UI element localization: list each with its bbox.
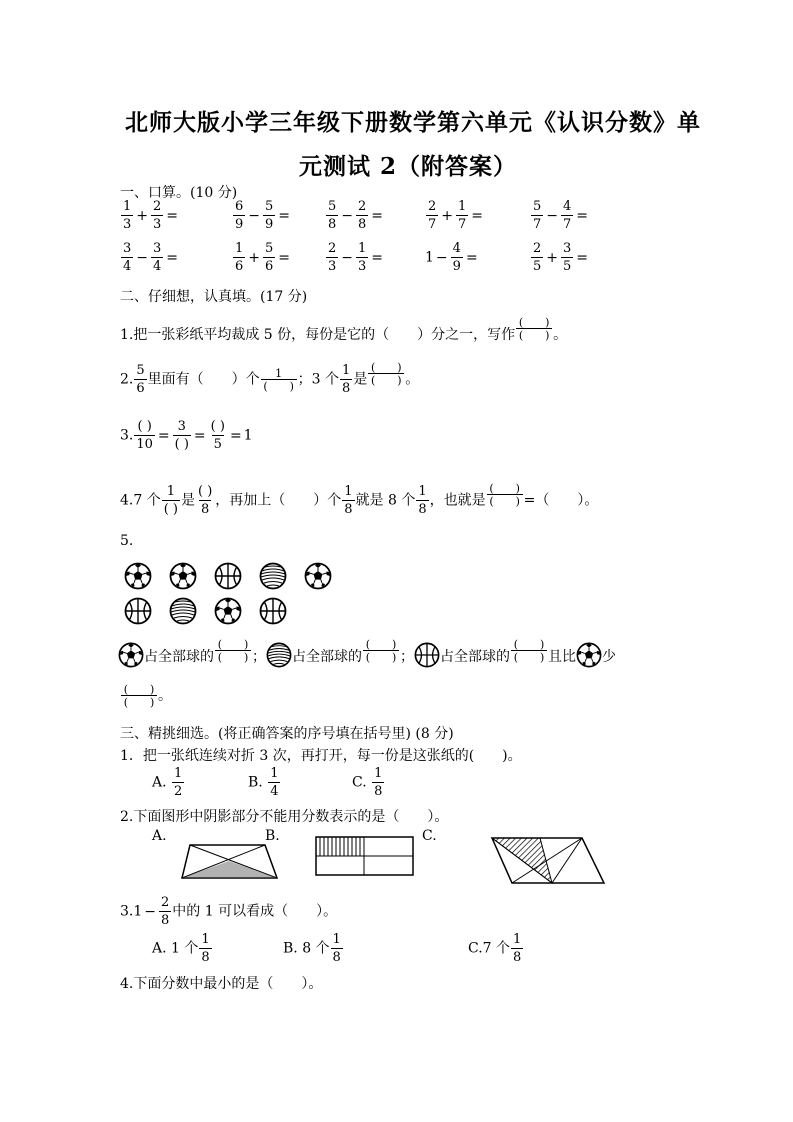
math-problem: $\frac{6}{9}$ − $\frac{5}{9}$ = bbox=[235, 199, 291, 232]
s2-q5-line2: $\frac{( )}{( )}$ 。 bbox=[120, 684, 172, 708]
s2-q4-blank2[interactable]: ( ) bbox=[198, 484, 213, 499]
s3-q1-text: 1．把一张纸连续对折 3 次，再打开，每一份是这张纸的( )。 bbox=[120, 748, 522, 764]
s2-q5-blank2n[interactable]: ( ) bbox=[365, 638, 397, 651]
s2-q2-t3: 是 bbox=[353, 371, 368, 388]
s3-q1-opt-b[interactable]: B. $\frac{1}{4}$ bbox=[248, 766, 279, 799]
s2-q1-den-blank[interactable]: ( ) bbox=[516, 328, 552, 341]
s2-q2-den-blank[interactable]: ( ) bbox=[261, 379, 297, 392]
s2-q3-blank1[interactable]: ( ) bbox=[137, 419, 152, 434]
s2-q2-frac: $\frac{5}{6}$ bbox=[136, 363, 145, 396]
s2-q2-num-blank2[interactable]: ( ) bbox=[370, 360, 402, 374]
volleyball-icon bbox=[259, 562, 287, 594]
basketball-icon bbox=[259, 597, 287, 629]
s3-q1-opt-a[interactable]: A. $\frac{1}{2}$ bbox=[152, 766, 183, 799]
s2-q5-blank3d[interactable]: ( ) bbox=[511, 650, 547, 663]
basketball-icon bbox=[124, 597, 152, 629]
page-title-line2: 元测试 2（附答案） bbox=[299, 153, 518, 180]
math-problem: $\frac{5}{8}$ − $\frac{2}{8}$ = bbox=[328, 199, 384, 232]
s2-q5-blank1n[interactable]: ( ) bbox=[217, 638, 249, 651]
s2-q2-one: 1 bbox=[275, 366, 283, 380]
s2-q3: 3. $\frac{( )}{10}$ = $\frac{3}{( )}$ = $\frac{( )}{5}$ = 1 bbox=[120, 419, 253, 452]
math-problem: $\frac{2}{3}$ − $\frac{1}{3}$ = bbox=[328, 241, 384, 274]
s3-q3-opt-c[interactable]: C.7 个 $\frac{1}{8}$ bbox=[468, 932, 522, 965]
s2-q4-blank4[interactable]: ( ) bbox=[487, 494, 523, 507]
s2-q3-blank3[interactable]: ( ) bbox=[210, 419, 225, 434]
soccer-ball-icon bbox=[214, 597, 242, 629]
volleyball-icon bbox=[169, 597, 197, 629]
s2-q5-num: 5. bbox=[120, 533, 134, 549]
s2-q1-tail: 。 bbox=[553, 327, 568, 343]
s2-q2-t1: 里面有（ ）个 bbox=[147, 371, 260, 388]
volleyball-icon bbox=[266, 642, 292, 672]
soccer-ball-icon bbox=[169, 562, 197, 594]
figure-c-parallelogram bbox=[490, 835, 608, 887]
s3-q2-label-c[interactable]: C. bbox=[422, 828, 437, 844]
soccer-ball-icon bbox=[304, 562, 332, 594]
s2-q1 bbox=[120, 316, 568, 344]
s2-q5-blank4n[interactable]: ( ) bbox=[123, 683, 155, 696]
s3-q1-opt-c[interactable]: C. $\frac{1}{8}$ bbox=[352, 766, 383, 799]
s3-q4-text: 4.下面分数中最小的是（ ）。 bbox=[120, 976, 323, 992]
s2-q2-t2: ；3 个 bbox=[297, 371, 339, 388]
math-problem: $\frac{3}{4}$ − $\frac{3}{4}$ = bbox=[123, 241, 179, 274]
figure-a-trapezoid bbox=[180, 842, 280, 882]
s3-q3: 3.1 − $\frac{2}{8}$ 中的 1 可以看成（ ）。 bbox=[120, 895, 338, 928]
figure-b-rectangle bbox=[315, 835, 415, 879]
basketball-icon bbox=[214, 562, 242, 594]
s2-q2-den-blank2[interactable]: ( ) bbox=[368, 373, 404, 386]
s2-q3-blank2[interactable]: ( ) bbox=[174, 437, 189, 452]
s3-q2-label-b[interactable]: B. bbox=[265, 828, 280, 844]
soccer-ball-icon bbox=[576, 642, 602, 672]
s3-q3-opt-b[interactable]: B. 8 个 $\frac{1}{8}$ bbox=[283, 932, 341, 965]
section2-heading: 二、仔细想，认真填。(17 分) bbox=[120, 289, 308, 305]
s2-q5-line: 占全部球的 $\frac{( )}{( )}$ ； 占全部球的 $\frac{( )}{( )}$ ； 占全部球的 $\frac{( )}{( )}$ 且比 少 bbox=[118, 642, 616, 672]
math-problem: $\frac{2}{7}$ + $\frac{1}{7}$ = bbox=[428, 199, 484, 232]
s2-q5-blank1d[interactable]: ( ) bbox=[215, 650, 251, 663]
page-title-line1: 北师大版小学三年级下册数学第六单元《认识分数》单 bbox=[125, 109, 701, 136]
math-problem: $\frac{1}{6}$ + $\frac{5}{6}$ = bbox=[235, 241, 291, 274]
section3-heading: 三、精挑细选。(将正确答案的序号填在括号里) (8 分) bbox=[120, 726, 454, 742]
math-problem: $\frac{1}{3}$ + $\frac{2}{3}$ = bbox=[123, 199, 179, 232]
s2-q2: 2. $\frac{5}{6}$ 里面有（ ）个 $\frac{1}{( )}$ ；3 个 $\frac{1}{8}$ 是 $\frac{( )}{( )}$ 。 bbox=[120, 360, 420, 396]
s2-q4: 4.7 个 $\frac{1}{( )}$ 是 $\frac{( )}{8}$ ，再加上（ ）个 $\frac{1}{8}$ 就是 8 个 $\frac{1}{8}$ ，也就是 $\frac{( )}{( )}$ =（ ）。 bbox=[120, 481, 599, 517]
s2-q1-text: 1.把一张彩纸平均裁成 5 份，每份是它的（ ）分之一，写作 bbox=[120, 327, 516, 343]
basketball-icon bbox=[414, 642, 440, 672]
math-problem: $\frac{5}{7}$ − $\frac{4}{7}$ = bbox=[533, 199, 589, 232]
soccer-ball-icon bbox=[124, 562, 152, 594]
s2-q5-blank2d[interactable]: ( ) bbox=[363, 650, 399, 663]
soccer-ball-icon bbox=[118, 642, 144, 672]
math-problem: 1 − $\frac{4}{9}$ = bbox=[425, 241, 478, 274]
s2-q2-num: 2. bbox=[120, 371, 134, 388]
math-problem: $\frac{2}{5}$ + $\frac{3}{5}$ = bbox=[533, 241, 589, 274]
s2-q4-blank1[interactable]: ( ) bbox=[163, 502, 178, 517]
s3-q2-label-a[interactable]: A. bbox=[152, 828, 167, 844]
s3-q3-opt-a[interactable]: A. 1 个 $\frac{1}{8}$ bbox=[152, 932, 210, 965]
s2-q5-blank4d[interactable]: ( ) bbox=[121, 695, 157, 708]
balls-row1 bbox=[124, 562, 332, 594]
section1-heading: 一、口算。(10 分) bbox=[120, 185, 238, 201]
s2-q5-blank3n[interactable]: ( ) bbox=[513, 638, 545, 651]
s2-q4-blank3[interactable]: ( ) bbox=[489, 481, 520, 495]
s2-q1-num-blank[interactable]: ( ) bbox=[518, 316, 550, 329]
s3-q2-text: 2.下面图形中阴影部分不能用分数表示的是（ ）。 bbox=[120, 809, 449, 825]
balls-row2 bbox=[124, 597, 287, 629]
